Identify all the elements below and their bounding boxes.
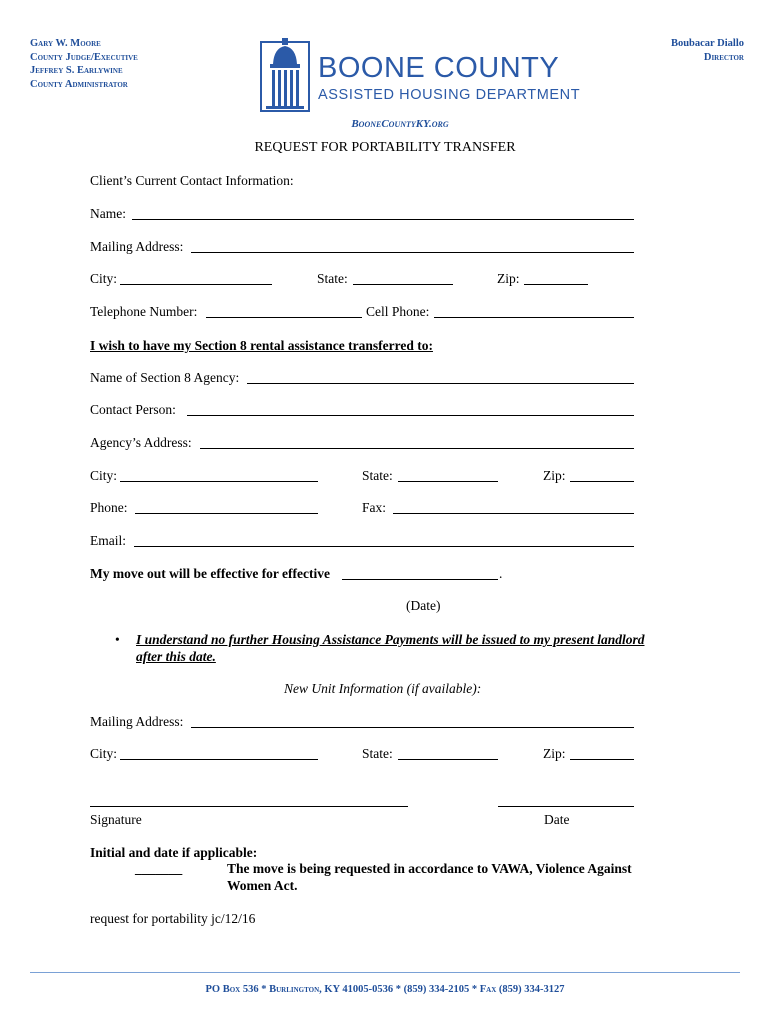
notice-line-1: I understand no further Housing Assistance Payments will be issued to my present landlord — [136, 632, 645, 647]
courthouse-logo-icon — [260, 38, 310, 112]
client-zip-field[interactable] — [524, 284, 588, 285]
client-info-heading: Client’s Current Contact Information: — [90, 173, 294, 188]
new-unit-state-label: State: — [362, 746, 393, 761]
agency-name-field[interactable] — [247, 383, 634, 384]
agency-address-field[interactable] — [200, 448, 634, 449]
new-unit-zip-label: Zip: — [543, 746, 566, 761]
client-name-label: Name: — [90, 206, 126, 221]
signature-label: Signature — [90, 812, 142, 827]
initial-blank[interactable]: _______ — [135, 861, 183, 876]
moveout-text: My move out will be effective for effective — [90, 566, 331, 581]
header-right-block — [671, 37, 744, 64]
client-mailing-label: Mailing Address: — [90, 239, 184, 254]
cell-phone-label: Cell Phone: — [366, 304, 430, 319]
signature-date-label: Date — [544, 812, 570, 827]
moveout-period: . — [499, 566, 503, 581]
header-left-block — [30, 37, 138, 91]
telephone-label: Telephone Number: — [90, 304, 198, 319]
administrator-title: County Administrator — [30, 78, 128, 90]
logo-subtitle: ASSISTED HOUSING DEPARTMENT — [318, 87, 581, 103]
new-unit-mailing-label: Mailing Address: — [90, 714, 184, 729]
vawa-line-1: The move is being requested in accordance to VAWA, Violence Against — [227, 861, 632, 876]
footer-divider — [30, 972, 740, 973]
client-mailing-field[interactable] — [191, 252, 634, 253]
agency-state-field[interactable] — [398, 481, 498, 482]
website-link[interactable]: BooneCountyKY.org — [351, 118, 449, 130]
new-unit-state-field[interactable] — [398, 759, 498, 760]
form-code: request for portability jc/12/16 — [90, 911, 256, 926]
moveout-date-field[interactable] — [342, 579, 498, 580]
agency-state-label: State: — [362, 468, 393, 483]
client-name-field[interactable] — [132, 219, 634, 220]
transfer-heading: I wish to have my Section 8 rental assistance transferred to: — [90, 338, 433, 353]
new-unit-mailing-field[interactable] — [191, 727, 634, 728]
agency-fax-field[interactable] — [393, 513, 634, 514]
contact-person-label: Contact Person: — [90, 402, 176, 417]
agency-email-label: Email: — [90, 533, 126, 548]
agency-address-label: Agency’s Address: — [90, 435, 192, 450]
agency-phone-field[interactable] — [135, 513, 318, 514]
signature-field[interactable] — [90, 806, 408, 807]
new-unit-city-label: City: — [90, 746, 118, 761]
logo-title: BOONE COUNTY — [318, 52, 560, 84]
moveout-date-caption: (Date) — [406, 598, 441, 613]
agency-email-field[interactable] — [134, 546, 634, 547]
director-name: Boubacar Diallo — [670, 38, 744, 49]
judge-title: County Judge/Executive — [30, 51, 138, 63]
agency-phone-label: Phone: — [90, 500, 128, 515]
initial-heading: Initial and date if applicable: — [90, 845, 258, 860]
new-unit-heading: New Unit Information (if available): — [284, 681, 482, 696]
agency-city-field[interactable] — [120, 481, 318, 482]
agency-fax-label: Fax: — [362, 500, 387, 515]
notice-line-2: after this date. — [136, 649, 216, 664]
vawa-line-2: Women Act. — [227, 878, 298, 893]
judge-name: Gary W. Moore — [30, 38, 101, 49]
client-zip-label: Zip: — [497, 271, 520, 286]
agency-zip-field[interactable] — [570, 481, 634, 482]
client-state-label: State: — [317, 271, 348, 286]
new-unit-zip-field[interactable] — [570, 759, 634, 760]
document-title: REQUEST FOR PORTABILITY TRANSFER — [254, 140, 516, 155]
contact-person-field[interactable] — [187, 415, 634, 416]
notice-bullet: • — [115, 632, 120, 647]
telephone-field[interactable] — [206, 317, 362, 318]
administrator-name: Jeffrey S. Earlywine — [30, 65, 123, 76]
footer-address: PO Box 536 * Burlington, KY 41005-0536 * (859) 334-2105 * Fax (859) 334-3127 — [205, 984, 565, 995]
agency-name-label: Name of Section 8 Agency: — [90, 370, 240, 385]
signature-date-field[interactable] — [498, 806, 634, 807]
director-title: Director — [703, 51, 744, 63]
client-city-field[interactable] — [120, 284, 272, 285]
new-unit-city-field[interactable] — [120, 759, 318, 760]
client-city-label: City: — [90, 271, 118, 286]
cell-phone-field[interactable] — [434, 317, 634, 318]
agency-zip-label: Zip: — [543, 468, 566, 483]
agency-city-label: City: — [90, 468, 118, 483]
client-state-field[interactable] — [353, 284, 453, 285]
